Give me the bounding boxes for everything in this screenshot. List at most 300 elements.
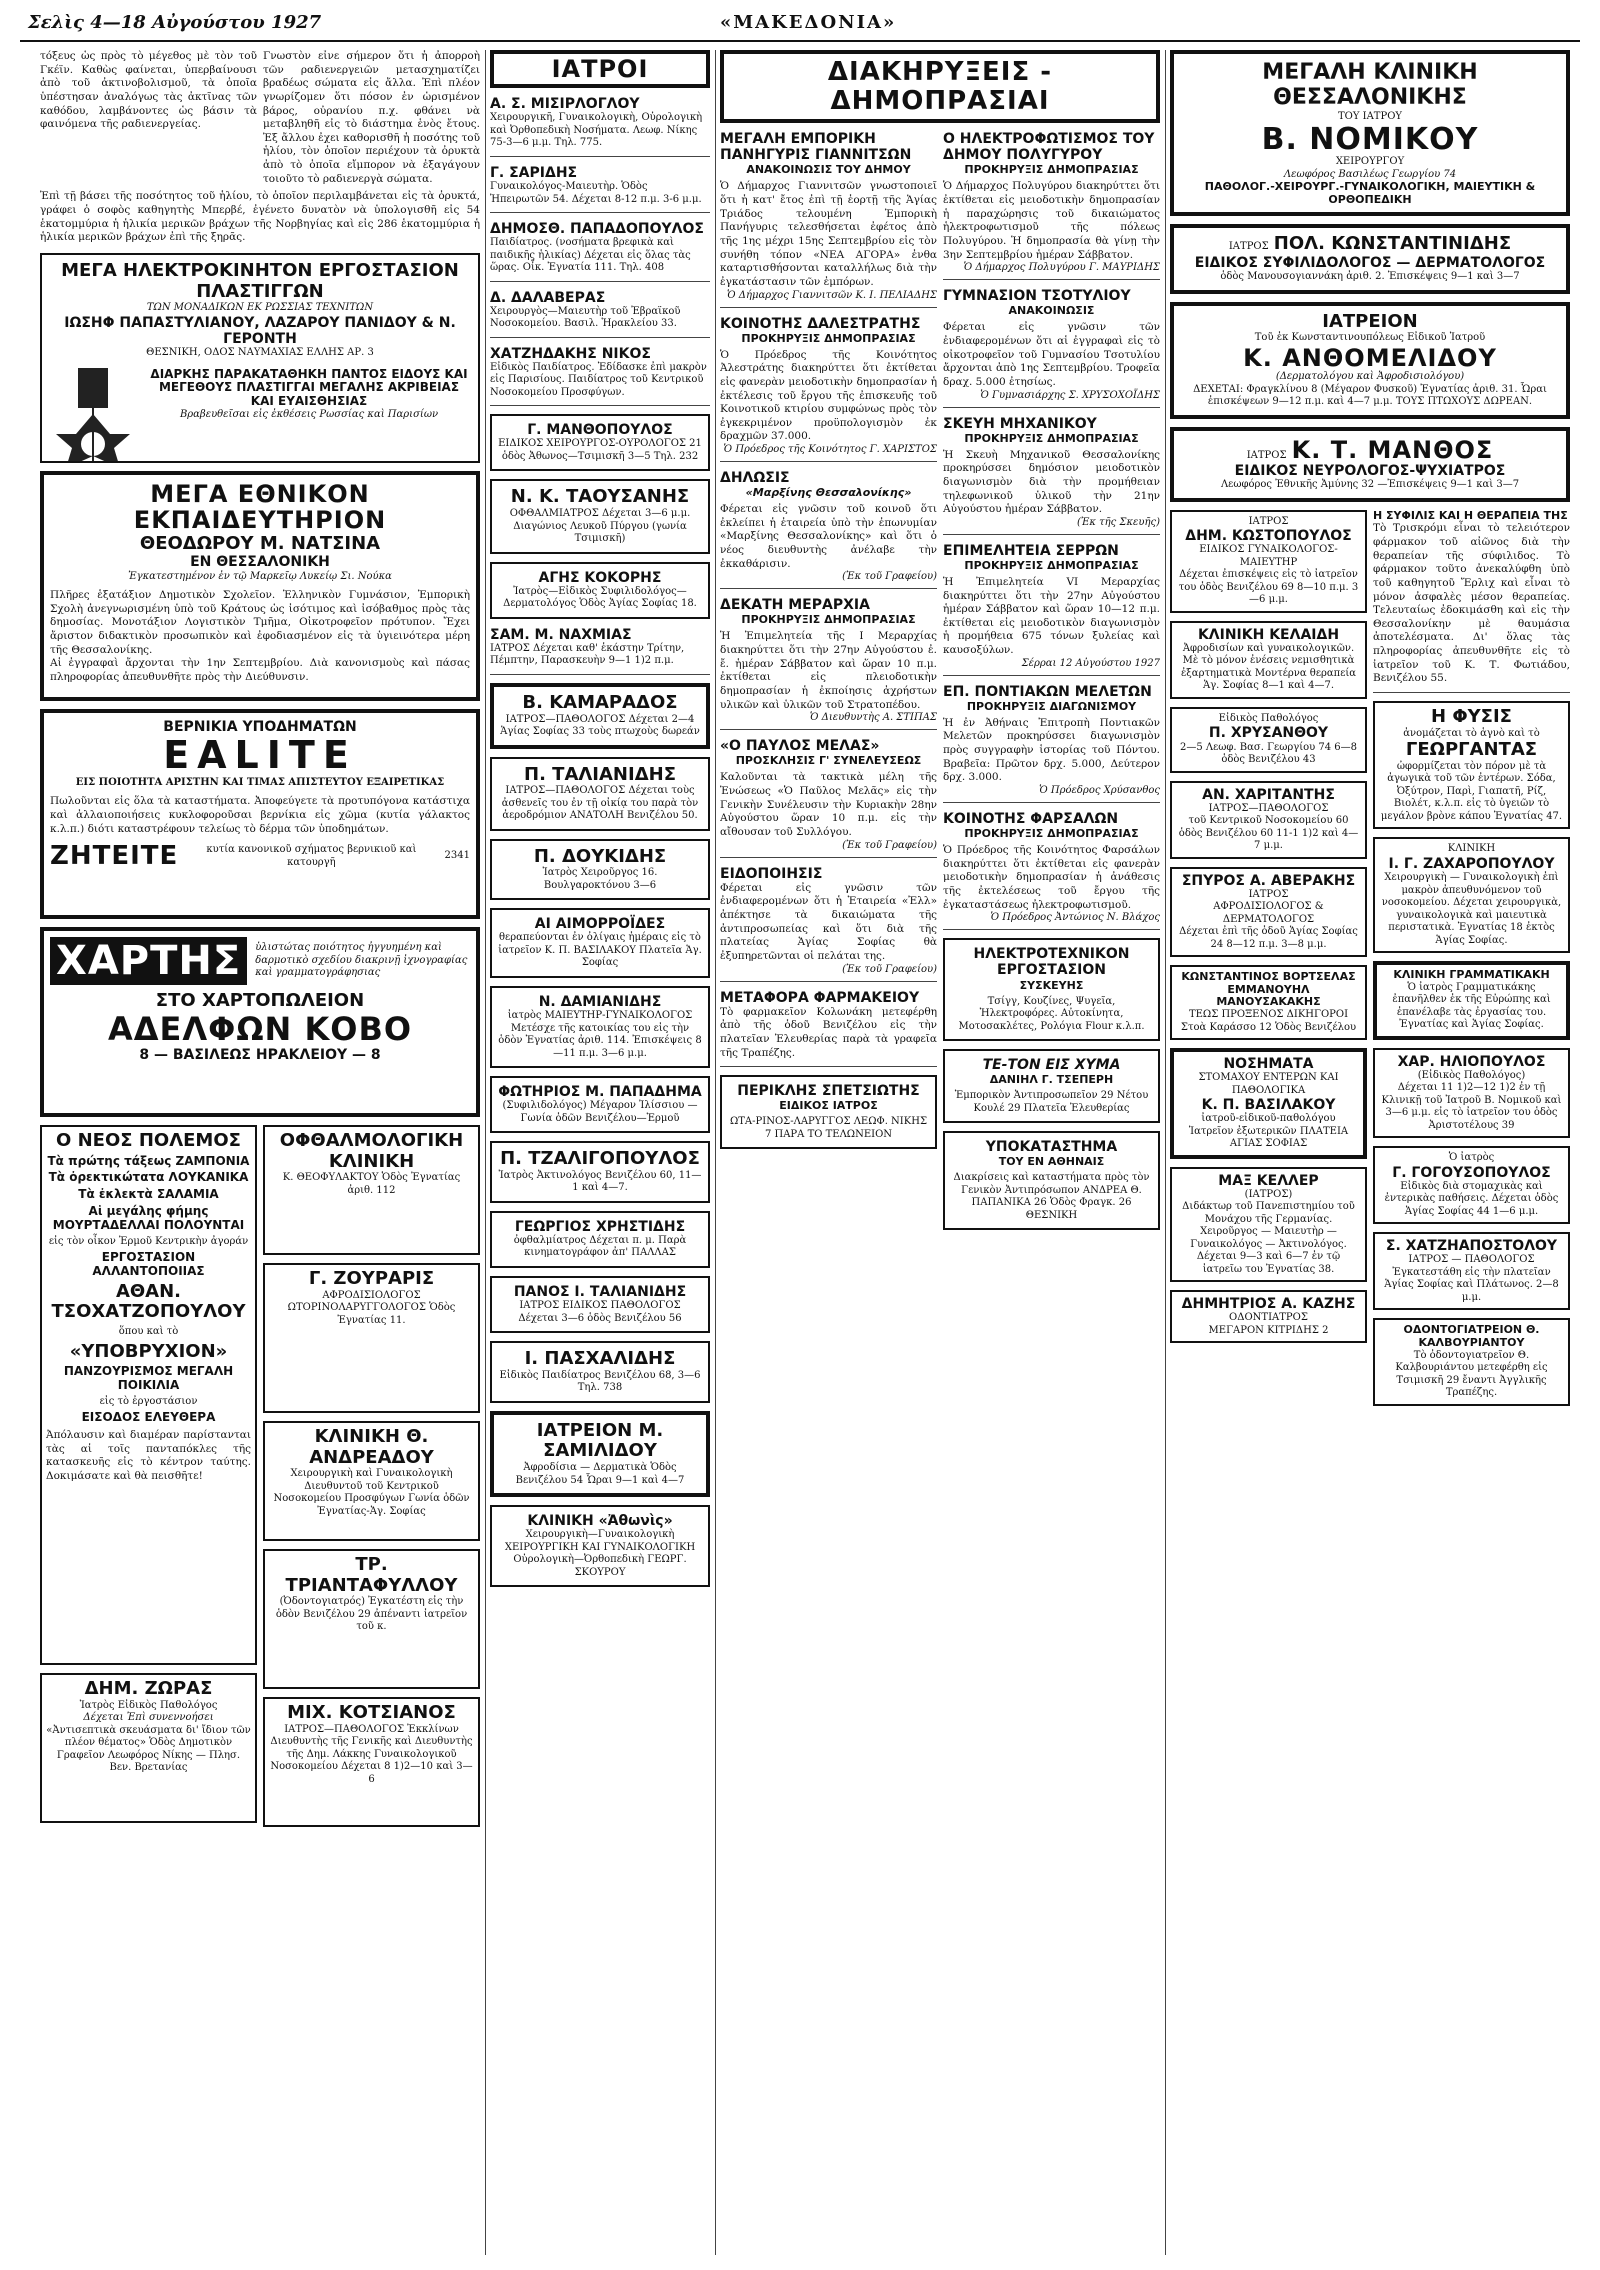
doctor-name: ΚΛΙΝΙΚΗ Θ. ΑΝΔΡΕΑΔΟΥ	[309, 1425, 434, 1468]
doctor-name: Π. ΤΖΑΛΙΓΟΠΟΥΛΟΣ	[500, 1148, 700, 1170]
doctor-name: Π. ΔΟΥΚΙΔΗΣ	[533, 845, 667, 867]
notice-title: ΓΥΜΝΑΣΙΟΝ ΤΣΟΤΥΛΙΟΥ	[943, 288, 1131, 305]
notice-text: Ὁ Δήμαρχος Γιαννιτσῶν γνωστοποιεῖ ὅτι ἡ κατ' ἔτος ἐπὶ τῇ ἑορτῇ τῆς Ἁγίας Τριάδος τελουμένη Ἐμπορικὴ Πανήγυρις τελεσθήσεται ἐφέτος ἀπὸ τῆς 1ης μέχρι 15ης Σεπτεμβρίου εἰς τὸν συνήθη τόπον «ΝΕΑ ΑΓΟΡΑ» ἐνθα καταρτισθήσονται καταλλήλως διὰ τὴν ἐγκατάστασιν τῶν ἐμπόρων.	[720, 180, 937, 288]
bernkia-cta-note: κυτία κανονικοῦ σχήματος βερνικιοῦ καὶ κατουργῆ	[206, 844, 417, 868]
notice-text: Ὁ Δήμαρχος Πολυγύρου διακηρύττει ὅτι ἐκτίθεται εἰς μειοδοτικὴν δημοπρασίαν ἡ παραχώρησις τοῦ δικαιώματος ἡλεκτροφωτισμοῦ τῆς πόλεως Πολυγύρου. Ἡ δημοπρασία θὰ γίνῃ τὴν 3ην Σεπτεμβρίου ἡμέραν Σάββατον.	[943, 180, 1160, 261]
doctor-text: ΕΙΔΙΚΟΣ ΧΕΙΡΟΥΡΓΟΣ-ΟΥΡΟΛΟΓΟΣ 21 ὁδὸς Ἀθωνος—Τσιμισκῆ 3—5 Τηλ. 232	[498, 438, 702, 462]
notice-title: ΜΕΤΑΦΟΡΑ ΦΑΡΜΑΚΕΙΟΥ	[720, 989, 920, 1006]
notice-title: ΣΚΕΥΗ ΜΗΧΑΝΙΚΟΥ	[943, 415, 1097, 432]
nos-body: ἰατροῦ-εἰδικοῦ-παθολόγου Ἰατρεῖον ἐξωτερικῶν ΠΛΑΤΕΙΑ ΑΓΙΑΣ ΣΟΦΙΑΣ	[1188, 1113, 1349, 1150]
notice-signature: Ὁ Πρόεδρος τῆς Κοινότητος Γ. ΧΑΡΙΣΤΟΣ	[723, 444, 937, 456]
clinic-name: Β. ΝΟΜΙΚΟΥ	[1261, 122, 1479, 158]
clinic-role: ΧΕΙΡΟΥΡΓΟΥ	[1335, 156, 1405, 168]
doctor-text: ΙΑΤΡΟΣ—ΠΑΘΟΛΟΓΟΣ Δέχεται 2—4 Ἁγίας Σοφίας 33 τοὺς πτωχοὺς δωρεάν	[500, 713, 700, 738]
doctor-name: Δ. ΔΑΛΑΒΕΡΑΣ	[490, 289, 606, 306]
notice-sub: ΕΙΔΙΚΟΣ ΙΑΤΡΟΣ	[779, 1099, 878, 1113]
paper-shop: ΣΤΟ ΧΑΡΤΟΠΩΛΕΙΟΝ	[155, 989, 365, 1011]
school-owner: ΘΕΟΔΩΡΟΥ Μ. ΝΑΤΣΙΝΑ	[139, 532, 381, 554]
charit-ad	[1170, 781, 1367, 859]
doctor-name: Γ. ΣΑΡΙΔΗΣ	[490, 164, 578, 181]
doctor-text: Χειρουργικὴ καὶ Γυναικολογικὴ Διευθυντοῦ τοῦ Κεντρικοῦ Νοσοκομείου Προσφύγων Γωνία ὁδῶν Ἐγνατίας-Ἁγ. Σοφίας	[273, 1468, 470, 1517]
doctor-text: ΑΦΡΟΔΙΣΙΟΛΟΓΟΣ ΩΤΟΡΙΝΟΛΑΡΥΓΓΟΛΟΓΟΣ Ὁδὸς Ἐγνατίας 11.	[287, 1289, 456, 1326]
notice	[720, 1075, 937, 1149]
notice-sub: ΠΡΟΚΗΡΥΞΙΣ ΔΗΜΟΠΡΑΣΙΑΣ	[964, 163, 1139, 177]
notice-text: Ἡ ἐν Ἀθήναις Ἐπιτροπὴ Ποντιακῶν Μελετῶν προκηρύσσει διαγωνισμὸν πρὸς συγγραφὴν ἱστορίας τοῦ Πόντου. Βραβεῖα: Πρῶτον δρχ. 5.000, Δεύτερον δρχ. 3.000.	[943, 716, 1160, 784]
notice-sub: ΠΡΟΚΗΡΥΞΙΣ ΔΗΜΟΠΡΑΣΙΑΣ	[741, 613, 916, 627]
war-line: Τὰ πρώτης τάξεως ΖΑΜΠΟΝΙΑ	[47, 1153, 250, 1168]
kaz-ad	[1373, 1318, 1570, 1405]
doctor-name: ΦΩΤΗΡΙΟΣ Μ. ΠΑΠΑΔΗΜΑ	[498, 1084, 702, 1101]
nos-name: Κ. Π. ΒΑΣΙΛΑΚΟΥ	[1201, 1097, 1336, 1114]
notice-signature: (Ἐκ τοῦ Γραφείου)	[842, 571, 937, 583]
doctor-name: ΔΗΜΟΣΘ. ΠΑΠΑΔΟΠΟΥΛΟΣ	[490, 221, 704, 238]
paper-address: 8 — ΒΑΣΙΛΕΩΣ ΗΡΑΚΛΕΙΟΥ — 8	[139, 1046, 381, 1063]
notice	[943, 811, 1160, 930]
gog-role: Ὁ ἰατρὸς	[1448, 1152, 1495, 1164]
bernkia-ref: 2341	[444, 850, 470, 862]
anth-title: ΙΑΤΡΕΙΟΝ	[1322, 310, 1418, 332]
doctor-listing	[490, 1076, 710, 1133]
bernkia-sub: ΕΙΣ ΠΟΙΟΤΗΤΑ ΑΡΙΣΤΗΝ ΚΑΙ ΤΙΜΑΣ ΑΠΙΣΤΕΥΤΟΥ ΕΞΑΙΡΕΤΙΚΑΣ	[75, 776, 445, 788]
kaz-body: Τὸ ὀδοντογιατρεῖον Θ. Καλβουριάντου μετεφέρθη εἰς Τσιμισκῆ 29 ἔναντι Ἀγγλικῆς Τραπέζης.	[1395, 1349, 1548, 1399]
doctor-name: Ν. Κ. ΤΑΟΥΣΑΝΗΣ	[510, 486, 690, 508]
notice-text: Ὁ Πρόεδρος τῆς Κοινότητος Ἀλεστράτης διακηρύττει ὅτι ἐκτίθεται εἰς φανερὰν μειοδοτικὴν δημοπρασίαν ἡ ἐκτέλεσις τοῦ ἔργου τῆς ἐπισκευῆς τοῦ Κοινοτικοῦ κτιρίου συμφώνως πρὸς τὸν ἐγκεκριμένον προϋπολογισμὸν ἐκ δραχμῶν 37.000.	[720, 348, 937, 443]
bernkia-ad	[40, 709, 480, 919]
doctor-name: Γ. ΖΟΥΡΑΡΙΣ	[308, 1267, 435, 1289]
clinic-specialties: ΠΑΘΟΛΟΓ.-ΧΕΙΡΟΥΡΓ.-ΓΥΝΑΙΚΟΛΟΓΙΚΗ, ΜΑΙΕΥΤΙΚΗ & ΟΡΘΟΠΕΔΙΚΗ	[1204, 180, 1536, 206]
notice-sub: ΠΡΟΚΗΡΥΞΙΣ ΔΗΜΟΠΡΑΣΙΑΣ	[741, 331, 916, 345]
vort-name: ΚΩΝΣΤΑΝΤΙΝΟΣ ΒΟΡΤΣΕΛΑΣ	[1181, 970, 1356, 984]
notice-sub: «Μαρξίνης Θεσσαλονίκης»	[745, 486, 912, 500]
ilio-body: Δέχεται 11 1)2—12 1)2 ἐν τῇ Κλινικῇ τοῦ Ἰατροῦ Β. Νομικοῦ καὶ 3—6 μ.μ. εἰς τὸ ἰατρεῖον του ὁδὸς Ἀριστοτέλους 39	[1381, 1082, 1562, 1131]
notice	[943, 416, 1160, 535]
kazis-role: ΟΔΟΝΤΙΑΤΡΟΣ	[1229, 1312, 1308, 1324]
doctor-listing	[490, 908, 710, 978]
doctor-text: Γυναικολόγος-Μαιευτὴρ. Ὁδὸς Ἠπειρωτῶν 54. Δέχεται 8-12 π.μ. 3-6 μ.μ.	[490, 181, 702, 205]
notice	[943, 543, 1160, 676]
gram-body: Ὁ ἰατρὸς Γραμματικάκης ἐπανῆλθεν ἐκ τῆς Εὐρώπης καὶ ἐπανέλαβε τὰς ἐργασίας του. Ἐγνατίας καὶ Ἁγίας Σοφίας.	[1392, 981, 1551, 1031]
column-1	[40, 50, 480, 2255]
kazis-name: ΔΗΜΗΤΡΙΟΣ Α. ΚΑΖΗΣ	[1181, 1296, 1356, 1313]
notice-signature: (Ἐκ τοῦ Γραφείου)	[842, 839, 937, 851]
notice	[943, 1131, 1160, 1230]
war-title: Ο ΝΕΟΣ ΠΟΛΕΜΟΣ	[56, 1129, 241, 1151]
zach-name: Ι. Γ. ΖΑΧΑΡΟΠΟΥΛΟΥ	[1388, 855, 1555, 872]
doctor-name: ΧΑΤΖΗΔΑΚΗΣ ΝΙΚΟΣ	[490, 345, 651, 362]
clinic-address: Λεωφόρος Βασιλέως Γεωργίου 74	[1283, 168, 1457, 180]
notice-text: Τσίγγ, Κουζίνες, Ψυγεῖα, Ἠλεκτροφόρες. Αὐτοκίνητα, Μοτοσακλέτες, Ρολόγια Flour κ.λ.π.	[958, 995, 1145, 1032]
chrys-address: 2—5 Λεωφ. Βασ. Γεωργίου 74 6—8 ὁδὸς Βενιζέλου 43	[1179, 741, 1358, 765]
notice	[720, 131, 937, 307]
notice-title: ΕΙΔΟΠΟΙΗΣΙΣ	[720, 865, 823, 882]
konst-spec: ΕΙΔΙΚΟΣ ΣΥΦΙΛΙΔΟΛΟΓΟΣ — ΔΕΡΜΑΤΟΛΟΓΟΣ	[1194, 255, 1546, 272]
doctor-name: ΚΛΙΝΙΚΗ «Ἀθωνὶς»	[527, 1513, 673, 1530]
doctor-listing	[490, 96, 710, 157]
school-note: Αἱ ἐγγραφαὶ ἄρχονται τὴν 1ην Σεπτεμβρίου. Διὰ κανονισμοὺς καὶ πάσας πληροφορίας ἀπευθυνθῆτε πρὸς τὴν Διεύθυνσιν.	[50, 657, 470, 683]
doctor-listing	[490, 627, 710, 675]
notice-text: Ἐμπορικὸν Ἀντιπροσωπεῖον 29 Νέτου Κουλέ 29 Πλατεῖα Ἐλευθερίας	[954, 1090, 1149, 1114]
notice-text: Ἡ Ἐπιμελητεία τῆς Ι Μεραρχίας διακηρύττει ὅτι τὴν 27ην Αὐγούστου ἐ. ἔ. ἡμέραν Σάββατον καὶ ὥραν 10 π.μ. ἐκτίθεται εἰς πλειοδοτικὴν δημοπρασίαν ἡ ἐκποίησις ἀχρήστων υλικῶν καὶ ὑλικῶν τοῦ Στρατοπέδου.	[720, 630, 937, 711]
bernkia-brand: EALITE	[163, 733, 357, 778]
factory-title: ΜΕΓΑ ΗΛΕΚΤΡΟΚΙΝΗΤΟΝ ΕΡΓΟΣΤΑΣΙΟΝ ΠΛΑΣΤΙΓΓΩΝ	[61, 259, 459, 302]
notice	[720, 597, 937, 730]
manth-role: ΙΑΤΡΟΣ	[1246, 449, 1287, 461]
doctor-listing	[490, 346, 710, 407]
notice-title: ΔΕΚΑΤΗ ΜΕΡΑΡΧΙΑ	[720, 597, 870, 614]
notice-text: Φέρεται εἰς γνῶσιν τοῦ κοινοῦ ὅτι ἐκλείπει ἡ ἐταιρεία ὑπὸ τὴν ἐπωνυμίαν «Μαρξίνης Θεσσαλονίκης» καὶ ὅτι ὁ νέος διευθυντὴς ἀνέλαβε τὴν ἐκκαθάρισιν.	[720, 503, 937, 570]
school-city: ΕΝ ΘΕΣΣΑΛΟΝΙΚΗ	[190, 554, 330, 571]
doctor-text: θεραπεύονται ἐν ὀλίγαις ἡμέραις εἰς τὸ ἰατρεῖον Κ. Π. ΒΑΣΙΛΑΚΟΥ Πλατεῖα Ἁγ. Σοφίας	[498, 932, 702, 969]
chatz-name: Σ. ΧΑΤΖΗΑΠΟΣΤΟΛΟΥ	[1385, 1238, 1558, 1255]
war-line: ὅπου καὶ τὸ	[118, 1326, 179, 1338]
notice	[943, 288, 1160, 407]
doctor-text: Ἰατρὸς—Εἰδικὸς Συφιλιδολόγος—Δερματολόγος Ὁδὸς Ἁγίας Σοφίας 18.	[503, 585, 697, 610]
clinic-ad	[1170, 50, 1570, 216]
doctor-name: ΑΓΗΣ ΚΟΚΟΡΗΣ	[538, 569, 662, 586]
kazis-ad	[1170, 1290, 1367, 1343]
notice-title: «Ο ΠΑΥΛΟΣ ΜΕΛΑΣ»	[720, 738, 880, 755]
notice-title: ΥΠΟΚΑΤΑΣΤΗΜΑ	[985, 1139, 1118, 1156]
aver-title: ΣΠΥΡΟΣ Α. ΑΒΕΡΑΚΗΣ	[1181, 872, 1356, 889]
notice	[720, 316, 937, 463]
zach-title: ΚΛΙΝΙΚΗ	[1447, 843, 1496, 855]
notice-text: Ἡ Σκευὴ Μηχανικοῦ Θεσσαλονίκης προκηρύσσει δημόσιον μειοδοτικὸν διαγωνισμὸν διὰ τὴν προμήθειαν τηλεφωνικοῦ ὑλικοῦ τὴν 21ην Αὐγούστου ἡμέραν Σάββατον.	[943, 448, 1160, 516]
doctor-listing	[490, 1341, 710, 1403]
bernkia-cta: ΖΗΤΕΙΤΕ	[50, 841, 179, 872]
doctor-text: (Ὀδοντογιατρός) Ἐγκατέστη εἰς τὴν ὁδὸν Βενιζέλου 29 ἀπέναντι ἰατρεῖον τοῦ κ.	[275, 1596, 468, 1633]
doctors-header	[490, 50, 710, 88]
zoras-title: ΔΗΜ. ΖΩΡΑΣ	[84, 1677, 213, 1699]
doctor-name: Ν. ΔΑΜΙΑΝΙΔΗΣ	[538, 993, 662, 1010]
keladi-title: ΚΛΙΝΙΚΗ ΚΕΛΑΙΔΗ	[1197, 626, 1340, 643]
zoras-body: «Ἀντισεπτικὰ σκευάσματα δι' ἴδιον τῶν πλέον θέματος» Ὁδὸς Δημοτικὸν Γραφεῖον Λεωφόρος Νίκης — Πλησ. Βεν. Βρετανίας	[46, 1724, 251, 1774]
doctor-name: ΠΑΝΟΣ Ι. ΤΑΛΙΑΝΙΔΗΣ	[513, 1283, 687, 1300]
notice-title: ΕΠΙΜΕΛΗΤΕΙΑ ΣΕΡΡΩΝ	[943, 542, 1119, 559]
konst-ad	[1170, 224, 1570, 293]
chatz-body: Ἐγκατεστάθη εἰς τὴν πλατεῖαν Ἁγίας Σοφίας καὶ Πλάτωνος. 2—8 μ.μ.	[1384, 1266, 1559, 1303]
school-ad	[40, 471, 480, 701]
doctor-name: ΣΑΜ. Μ. ΝΑΧΜΙΑΣ	[490, 626, 632, 643]
article-text: Γνωστὸν εἶνε σήμερον ὅτι ἡ ἀπορροὴ τῶν ραδιενεργειῶν μετασχηματίζει βραδέως σώματα εἰς ἄλλα. Ἐπὶ πλέον γνωρίζομεν ὅτι πόσον ἐν ὡρισμένον βάρος, οὐρανίου π.χ. φθάνει νὰ μεταβληθῆ εἰς τὸ διάστημα ἑνὸς ἔτους. Ἐξ ἄλλου ἐχει καθορισθῆ ἡ ποσότης τοῦ ἡλίου, τὸν ὁποῖον περιέχουν τὰ ὀρυκτὰ ἀπὸ τὸ ὁποῖα εἴμπορον νὰ ἐξαγάγουν τοιοῦτο τὸ ραδιενεργὰ σώματα.	[263, 50, 480, 185]
notice-sub: ΑΝΑΚΟΙΝΩΣΙΣ	[1008, 304, 1095, 318]
anth-sub: Τοῦ ἐκ Κωνσταντινουπόλεως Εἰδικοῦ Ἰατροῦ	[1254, 332, 1486, 344]
doctor-listing	[490, 839, 710, 901]
doctor-listing	[490, 562, 710, 619]
doctor-text: ἰατρὸς ΜΑΙΕΥΤΗΡ-ΓΥΝΑΙΚΟΛΟΓΟΣ Μετέσχε τῆς κατοικίας του εἰς τὴν ὁδὸν Ἐγνατίας ἀριθ. 114. Ἐπισκέψεις 8—11 π.μ. 3—6 μ.μ.	[498, 1010, 702, 1059]
doctor-name: Ι. ΠΑΣΧΑΛΙΔΗΣ	[524, 1348, 676, 1370]
physis-body: ὠφορμίζεται τὸν πόρον μὲ τὰ ἀγωγικὰ τοῦ τῶν ἐντέρων. Σόδα, Ὀξύτρον, Παρὶ, Γιαπατῆ, Ρίζ, Βιολέτ, κ.λ.π. εἰς τὸ ὑγειῶν τὸ μεγάλον βρὸνε κάπου Ἐγνατίας 47.	[1380, 760, 1563, 822]
doctor-listing	[490, 1276, 710, 1333]
doctor-name: ΟΦΘΑΛΜΟΛΟΓΙΚΗ ΚΛΙΝΙΚΗ	[279, 1129, 464, 1172]
anth-spec: (Δερματολόγου καὶ Ἀφροδισιολόγου)	[1275, 371, 1465, 383]
doctor-text: ὀφθαλμίατρος Δέχεται π. μ. Παρὰ κινηματογράφον ἀπ' ΠΑΛΛΑΣ	[513, 1234, 687, 1259]
doctor-ad	[263, 1697, 480, 1827]
gram-title: ΚΛΙΝΙΚΗ ΓΡΑΜΜΑΤΙΚΑΚΗ	[1393, 968, 1550, 982]
column-divider	[485, 50, 486, 2255]
gog-body: Εἰδικὸς διὰ στομαχικὰς καὶ ἐντερικὰς παθήσεις. Δέχεται ὁδὸς Ἁγίας Σοφίας 44 1—6 μ.μ.	[1384, 1180, 1559, 1217]
doctor-listing	[490, 683, 710, 749]
doctor-listing	[490, 1505, 710, 1587]
factory-names: ΙΩΣΗΦ ΠΑΠΑΣΤΥΛΙΑΝΟΥ, ΛΑΖΑΡΟΥ ΠΑΝΙΔΟΥ & Ν. ΓΕΡΟΝΤΗ	[64, 314, 456, 347]
notices-left	[720, 131, 937, 1238]
school-body: Πλῆρες ἑξατάξιον Δημοτικὸν Σχολεῖον. Ἑλληνικὸν Γυμνάσιον, Ἐμπορικὴ Σχολὴ ἀνεγνωρισμένη ὑπὸ τοῦ Κράτους ὡς ἰσότιμος καὶ ἰσόβαθμος πρὸς τὰς δημοσίας. Μονοτάξιον Λογιστικὸν Τμῆμα, Οἰκοτροφεῖον πρότυπον. Ἔχει ἄριστον διδακτικὸν προσωπικὸν καὶ ἐφοδιασμένον εἰς τὰ ὑγιεινότερα μέρη τῆς Θεσσαλονίκης.	[50, 589, 470, 656]
doctor-name: ΤΡ. ΤΡΙΑΝΤΑΦΥΛΛΟΥ	[285, 1553, 458, 1596]
bernkia-body: Πωλοῦνται εἰς ὅλα τὰ καταστήματα. Ἀποφεύγετε τὰ προτυπόγονα κατάστιχα καὶ ἀλλαιοποιήσεις κυκλοφοροῦσαι βερνίκια εἰς χῶμα (κυτία γάλακτος κ.λ.π.) διότι καταστρέφουν τελείως τὸ δέρμα τῶν ὑποδημάτων.	[50, 795, 470, 835]
notice-sub: ΔΑΝΙΗΛ Γ. ΤΣΕΠΕΡΗ	[989, 1073, 1114, 1087]
clinic-title: ΜΕΓΑΛΗ ΚΛΙΝΙΚΗ ΘΕΣΣΑΛΟΝΙΚΗΣ	[1262, 60, 1478, 111]
doctor-listing	[490, 290, 710, 338]
notice-sub: ΣΥΣΚΕΥΗΣ	[1019, 978, 1084, 992]
column-2	[490, 50, 710, 2255]
factory-address: ΘΕΣΝΙΚΗ, ΟΔΟΣ ΝΑΥΜΑΧΙΑΣ ΕΛΛΗΣ ΑΡ. 3	[146, 347, 374, 359]
notice-signature: Ὁ Πρόεδρος Χρύσανθος	[1039, 785, 1160, 797]
notices-header	[720, 50, 1160, 123]
war-line: ΠΑΝΖΟΥΡΙΣΜΟΣ ΜΕΓΑΛΗ ΠΟΙΚΙΛΙΑ	[63, 1364, 234, 1393]
konst-address: ὁδὸς Μανουσογιαννάκη ἀριθ. 2. Ἐπισκέψεις 9—1 καὶ 3—7	[1220, 271, 1520, 283]
masthead	[20, 6, 1580, 42]
notice-sub: ΠΡΟΚΗΡΥΞΙΣ ΔΗΜΟΠΡΑΣΙΑΣ	[964, 558, 1139, 572]
syph-title: Η ΣΥΦΙΛΙΣ ΚΑΙ Η ΘΕΡΑΠΕΙΑ ΤΗΣ	[1373, 508, 1568, 522]
nos-sub: ΣΤΟΜΑΧΟΥ ΕΝΤΕΡΩΝ ΚΑΙ ΠΑΘΟΛΟΓΙΚΑ	[1198, 1072, 1339, 1096]
doctor-text: ΟΦΘΑΛΜΙΑΤΡΟΣ Δέχεται 3—6 μ.μ. Διαγώνιος Λευκοῦ Πύργου (γωνία Τσιμισκῆ)	[509, 508, 691, 545]
doctor-name: ΑΙ ΑΙΜΟΡΡΟΪΔΕΣ	[534, 916, 666, 933]
war-line: εἰς τὸ ἐργοστάσιον	[99, 1395, 198, 1407]
notice-sub: ΠΡΟΚΗΡΥΞΙΣ ΔΗΜΟΠΡΑΣΙΑΣ	[964, 827, 1139, 841]
doctor-ad	[263, 1549, 480, 1689]
doctor-listing	[490, 757, 710, 831]
konst-role: ΙΑΤΡΟΣ	[1228, 241, 1269, 253]
manth-name: Κ. Τ. ΜΑΝΘΟΣ	[1291, 435, 1494, 464]
newspaper-title: «ΜΑΚΕΔΟΝΙΑ»	[720, 12, 897, 33]
factory-ad	[40, 253, 480, 463]
anth-name: Κ. ΑΝΘΟΜΕΛΙΔΟΥ	[1243, 343, 1497, 372]
war-ad	[40, 1125, 257, 1665]
doctor-text: Παιδίατρος. (νοσήματα βρεφικὰ καὶ παιδικῆς ἡλικίας) Δέχεται εἰς ὅλας τὰς ὥρας. Οἶκ. Ἐγνατία 111. Τηλ. 408	[490, 237, 691, 274]
doctor-listing	[490, 479, 710, 553]
aver-spec: ΑΦΡΟΔΙΣΙΟΛΟΓΟΣ & ΔΕΡΜΑΤΟΛΟΓΟΣ	[1213, 901, 1324, 925]
notice-text: Καλοῦνται τὰ τακτικὰ μέλη τῆς Ἑνώσεως «Ὁ Παῦλος Μελᾶς» εἰς τὴν Γενικὴν Συνέλευσιν τὴν Κυριακὴν 28ην Αὐγούστου ὥραν 10 π.μ. εἰς τὴν αἴθουσαν τοῦ Συλλόγου.	[720, 771, 937, 838]
war-line: Αἱ μεγάλης φήμης ΜΟΥΡΤΑΔΕΛΛΑΙ ΠΟΛΟΥΝΤΑΙ	[52, 1204, 245, 1232]
notice	[720, 990, 937, 1068]
notice-signature: Ὁ Διευθυντὴς Α. ΣΤΙΠΑΣ	[809, 712, 937, 724]
notice-title: ΚΟΙΝΟΤΗΣ ΔΑΛΕΣΤΡΑΤΗΣ	[720, 315, 921, 332]
notice-title: Ο ΗΛΕΚΤΡΟΦΩΤΙΣΜΟΣ ΤΟΥ ΔΗΜΟΥ ΠΟΛΥΓΥΡΟΥ	[943, 131, 1155, 164]
notice-text: Φέρεται εἰς γνῶσιν τῶν ἐνδιαφερομένων ὅτι ἡ Ἑταιρεία «Ἐλλ» ἀπέκτησε τὰ δικαιώματα τῆς ἀντιπροσωπείας καὶ ὅτι διὰ τῆς πλατείας Ἁγίας Σοφίας θὰ ἐξυπηρετῶνται οἱ πελάται της.	[720, 881, 937, 962]
chrys-name: Π. ΧΡΥΣΑΝΘΟΥ	[1208, 725, 1329, 742]
school-address: Ἐγκατεστημένον ἐν τῷ Μαρκεῖῳ Λυκείῳ Σι. Νούκα	[128, 570, 392, 582]
zoras-ad	[40, 1673, 257, 1823]
zoras-sub: Ἰατρὸς Εἰδικὸς Παθολόγος	[79, 1699, 218, 1711]
notice-title: ΠΕΡΙΚΛΗΣ ΣΠΕΤΣΙΩΤΗΣ	[737, 1083, 920, 1100]
keller-role: (ΙΑΤΡΟΣ)	[1244, 1188, 1293, 1200]
doctor-listing	[490, 1411, 710, 1497]
notice	[720, 866, 937, 982]
notice-signature: Ὁ Πρόεδρος Ἀντώνιος Ν. Βλάχος	[990, 912, 1160, 924]
war-line: Τὰ ἐκλεκτὰ ΣΑΛΑΜΙΑ	[78, 1187, 219, 1202]
kazis-address: ΜΕΓΑΡΟΝ ΚΙΤΡΙΔΗΣ 2	[1208, 1324, 1329, 1336]
chrys-role: Εἰδικὸς Παθολόγος	[1218, 712, 1319, 724]
physis-sub: ἀνομάζεται τὸ ἁγνὸ καὶ τὸ	[1403, 727, 1540, 739]
gram-ad	[1373, 961, 1570, 1040]
doctor-listing	[490, 221, 710, 282]
chatz-ad	[1373, 1232, 1570, 1310]
doctor-listing	[490, 414, 710, 471]
physis-name: ΓΕΩΡΓΑΝΤΑΣ	[1405, 739, 1538, 761]
gog-name: Γ. ΓΟΓΟΥΣΟΠΟΥΛΟΣ	[1392, 1164, 1551, 1181]
manth-address: Λεωφόρος Ἐθνικῆς Ἀμύνης 32 —Ἐπισκέψεις 9—1 καὶ 3—7	[1220, 479, 1520, 491]
war-line: ΕΙΣΟΔΟΣ ΕΛΕΥΘΕΡΑ	[81, 1410, 216, 1425]
war-line: Τὰ ὀρεκτικώτατα ΛΟΥΚΑΝΙΚΑ	[48, 1170, 249, 1185]
notices-right	[943, 131, 1160, 1238]
konst-name: ΠΟΛ. ΚΩΝΣΤΑΝΤΙΝΙΔΗΣ	[1273, 233, 1512, 255]
war-line: ΑΘΑΝ. ΤΣΟΧΑΤΖΟΠΟΥΛΟΥ	[51, 1280, 246, 1323]
notice	[720, 738, 937, 857]
notice-sub: ΠΡΟΚΗΡΥΞΙΣ ΔΗΜΟΠΡΑΣΙΑΣ	[964, 431, 1139, 445]
syph-body: Τὸ Τρισκρόμι εἶναι τὸ τελειότερον φάρμακον τοῦ αἰῶνος διὰ τὴν θεραπείαν τῆς σύφιλιδος. Τὸ φάρμακον τοῦτο ἀνεκαλύφθη ὑπὸ τοῦ καθηγητοῦ Ἔρλιχ καὶ εἶναι τὸ μόνον ἀσφαλὲς μέσον θεραπείας. Τελευταίως ἐδοκιμάσθη καὶ εἰς τὴν Θεσσαλονίκην μὲ θαυμάσια ἀποτελέσματα. Δι' ὅλας τὰς πληροφορίας ἀπευθυνθῆτε εἰς τὸ ἰατρεῖον τοῦ Κ. Τ. Φωτιάδου, Βενιζέλου 55.	[1373, 522, 1570, 685]
war-line: ΕΡΓΟΣΤΑΣΙΟΝ ΑΛΛΑΝΤΟΠΟΙΙΑΣ	[92, 1250, 205, 1278]
school-title: ΜΕΓΑ ΕΘΝΙΚΟΝ ΕΚΠΑΙΔΕΥΤΗΡΙΟΝ	[133, 479, 387, 535]
factory-body: ΔΙΑΡΚΗΣ ΠΑΡΑΚΑΤΑΘΗΚΗ ΠΑΝΤΟΣ ΕΙΔΟΥΣ ΚΑΙ ΜΕΓΕΘΟΥΣ ΠΛΑΣΤΙΓΓΑΙ ΜΕΓΑΛΗΣ ΑΚΡΙΒΕΙΑΣ ΚΑΙ ΕΥΑΙΣΘΗΣΙΑΣ	[150, 366, 468, 409]
keladi-body: Ἀφροδισίων καὶ γυναικολογικῶν. Μὲ τὸ μόνον ἐνέσεις νεμισθητικὰ ἐξαρτηματικὰ Μοντέρνα θεραπεία Ἁγ. Σοφίας 8—1 καὶ 4—7.	[1180, 642, 1357, 692]
anth-ad	[1170, 302, 1570, 419]
notice-sub: ΤΟΥ ΕΝ ΑΘΗΝΑΙΣ	[998, 1155, 1105, 1169]
notice-text: Φέρεται εἰς γνῶσιν τῶν ἐνδιαφερομένων ὅτι αἱ ἐγγραφαὶ εἰς τὸ οἰκοτροφεῖον τοῦ Γυμνασίου Τσοτυλίου ἄρχονται ἀπὸ 1ης Σεπτεμβρίου. Τροφεῖα δραχ. 5.000 ἐτησίως.	[943, 321, 1160, 388]
doctor-name: ΓΕΩΡΓΙΟΣ ΧΡΗΣΤΙΔΗΣ	[514, 1218, 686, 1235]
chrys-ad	[1170, 707, 1367, 773]
notice-text: ΩΤΑ-ΡΙΝΟΣ-ΛΑΡΥΓΓΟΣ ΛΕΩΦ. ΝΙΚΗΣ 7 ΠΑΡΑ ΤΟ ΤΕΛΩΝΕΙΟΝ	[729, 1116, 928, 1140]
doctor-text: Χειρουργικῆ, Γυναικολογικὴ, Οὐρολογικὴ καὶ Ὀρθοπεδικὴ Νοσήματα. Λεωφ. Νίκης 75-3—6 μ.μ. Τηλ. 775.	[490, 112, 703, 149]
zoras-note: Δέχεται Ἐπὶ συνεννοήσει	[83, 1712, 214, 1724]
doctor-name: Γ. ΜΑΝΘΟΠΟΥΛΟΣ	[527, 422, 673, 439]
paper-ad	[40, 927, 480, 1117]
notice	[720, 470, 937, 589]
notice-sub: ΠΡΟΣΚΛΗΣΙΣ Γ' ΣΥΝΕΛΕΥΣΕΩΣ	[735, 754, 922, 768]
column-3	[720, 50, 1160, 2255]
war-line: «ΥΠΟΒΡΥΧΙΟΝ»	[69, 1340, 228, 1362]
notice-signature: Ὁ Γυμνασιάρχης Σ. ΧΡΥΣΟΧΟΪΔΗΣ	[980, 389, 1160, 401]
charit-name: ΑΝ. ΧΑΡΙΤΑΝΤΗΣ	[1202, 786, 1335, 803]
notice	[943, 131, 1160, 280]
chatz-role: ΙΑΤΡΟΣ — ΠΑΘΟΛΟΓΟΣ	[1408, 1254, 1535, 1266]
anth-body: ΔΕΧΕΤΑΙ: Φραγκλίνου 8 (Μέγαρον Φυσκοῦ) Ἐγνατίας ἀριθ. 31. Ὧραι ἐπισκέψεων 9—12 π.μ. καὶ 4—7 μ.μ. ΤΟΥΣ ΠΤΩΧΟΥΣ ΔΩΡΕΑΝ.	[1193, 383, 1547, 408]
doctor-name: ΙΑΤΡΕΙΟΝ Μ. ΣΑΜΙΛΙΔΟΥ	[536, 1419, 664, 1462]
kaz-title: ΟΔΟΝΤΟΓΙΑΤΡΕΙΟΝ Θ. ΚΑΛΒΟΥΡΙΑΝΤΟΥ	[1403, 1323, 1540, 1350]
notice-sub: ΠΡΟΚΗΡΥΞΙΣ ΔΙΑΓΩΝΙΣΜΟΥ	[966, 699, 1137, 713]
column-4	[1170, 50, 1570, 2255]
doctor-ad	[263, 1125, 480, 1255]
vort-ad	[1170, 965, 1367, 1040]
notice	[943, 938, 1160, 1041]
physis-title: Η ΦΥΣΙΣ	[1431, 706, 1512, 728]
keller-body: Διδάκτωρ τοῦ Πανεπιστημίου τοῦ Μονάχου τῆς Γερμανίας. Χειροῦργος — Μαιευτὴρ — Γυναικολόγος — Ἀκτινολόγος. Δέχεται 9—3 καὶ 6—7 ἐν τῷ ἰατρεῖω του Ἐγνατίας 38.	[1182, 1201, 1355, 1275]
keller-name: ΜΑΞ ΚΕΛΛΕΡ	[1218, 1172, 1319, 1189]
physis-ad	[1373, 701, 1570, 829]
ilio-spec: (Εἰδικὸς Παθολόγος)	[1417, 1069, 1526, 1081]
zach-body: Χειρουργικὴ — Γυναικολογικὴ ἐπὶ μακρὸν ἀπευθυνόμενον τοῦ νοσοκομείου. Δέχεται χειρουργικὰ, γυναικολογικὰ καὶ μαιευτικὰ περιστατικὰ. Ἐγνατίας 18 ἐκτὸς Ἁγίας Σοφίας.	[1381, 872, 1562, 946]
notice-signature: Σέρραι 12 Αὐγούστου 1927	[1021, 657, 1160, 669]
doctor-text: Ἰατρὸς Ἀκτινολόγος Βενιζέλου 60, 11—1 καὶ 4—7.	[498, 1169, 702, 1194]
notice-text: Ἡ Ἐπιμελητεία VI Μεραρχίας διακηρύττει ὅτι τὴν 27ην Αὐγούστου ἡμέραν Σάββατον καὶ ὥραν 10—12 π.μ. ἐκτίθεται εἰς μειοδοτικὸν διαγωνισμὸν ἡ προμήθεια 675 τόνων ξυλείας καὶ καυσοξύλων.	[943, 575, 1160, 657]
war-note: Ἀπόλαυσιν καὶ διαμέραν παρίστανται τὰς αἱ τοῖς πανταπόκλες τῆς κατασκευῆς εἰς τὸ κέντρον ταύτης. Δοκιμάσατε καὶ θὰ πεισθῆτε!	[46, 1429, 251, 1483]
notice	[943, 684, 1160, 803]
paper-title: ΧΑΡΤΗΣ	[50, 937, 247, 985]
notice-text: Τὸ φαρμακεῖον Κολωνάκη μετεφέρθη ἀπὸ τῆς ὁδοῦ Βενιζέλου εἰς τὴν πλατεῖαν Ἐλευθερίας παρὰ τὰ γραφεῖα τῆς Τραπέζης.	[720, 1005, 937, 1059]
notice-title: ΚΟΙΝΟΤΗΣ ΦΑΡΣΑΛΩΝ	[943, 811, 1119, 828]
doctor-ad	[263, 1263, 480, 1413]
notice-title: ΗΛΕΚΤΡΟΤΕΧΝΙΚΟΝ ΕΡΓΟΣΤΑΣΙΟΝ	[973, 946, 1130, 979]
paper-brand: ΑΔΕΛΦΩΝ ΚΟΒΟ	[107, 1009, 413, 1048]
doctor-name: Π. ΤΑΛΙΑΝΙΔΗΣ	[524, 763, 676, 785]
bernkia-title: ΒΕΡΝΙΚΙΑ ΥΠΟΔΗΜΑΤΩΝ	[163, 718, 357, 735]
article-text: Ἐπὶ τῇ βάσει τῆς ποσότητος τοῦ ἡλίου, τὸ ὁποῖον περιλαμβάνεται εἰς τὰ ὀρυκτά, γράφει ὁ σοφὸς καθηγητὴς Μπερβέ, ἐγένετο δυνατὸν νὰ ὑπολογισθῆ εἰς 54 ἑκατομμύρια ἡ ἡλικία μερικῶν βράχων τῆς Νορβηγίας καὶ εἰς 286 ἑκατομμύρια ἡ ἡλικία μερικῶν βράχων ἐπὶ τῆς ξηρᾶς.	[40, 190, 480, 244]
vort-name2: ΕΜΜΑΝΟΥΗΛ ΜΑΝΟΥΣΑΚΑΚΗΣ	[1216, 982, 1321, 1009]
nos-title: ΝΟΣΗΜΑΤΑ	[1223, 1056, 1314, 1073]
kost-spec: ΕΙΔΙΚΟΣ ΓΥΝΑΙΚΟΛΟΓΟΣ-ΜΑΙΕΥΤΗΡ	[1199, 544, 1338, 568]
doctor-text: ΙΑΤΡΟΣ ΕΙΔΙΚΟΣ ΠΑΘΟΛΟΓΟΣ Δέχεται 3—6 ὁδὸς Βενιζέλου 56	[518, 1300, 682, 1324]
zach-ad	[1373, 837, 1570, 953]
doctor-text: Χειρουργικὴ—Γυναικολογικὴ ΧΕΙΡΟΥΡΓΙΚΗ ΚΑΙ ΓΥΝΑΙΚΟΛΟΓΙΚΗ Οὐρολογικὴ—Ὀρθοπεδικὴ ΓΕΩΡΓ. ΣΚΟΥΡΟΥ	[504, 1529, 696, 1578]
gog-ad	[1373, 1146, 1570, 1224]
notice-sub: ΑΝΑΚΟΙΝΩΣΙΣ ΤΟΥ ΔΗΜΟΥ	[746, 163, 911, 177]
column-divider	[715, 50, 716, 2255]
syph-article	[1373, 510, 1570, 693]
doctor-listing	[490, 1141, 710, 1203]
notice-title: ΤΕ-ΤΟΝ ΕΙΣ ΧΥΜΑ	[982, 1057, 1121, 1074]
doctor-text: Εἰδικὸς Παιδίατρος. Ἐδίδασκε ἐπὶ μακρὸν εἰς Παρισίους. Παιδίατρος τοῦ Κεντρικοῦ Νοσοκομείου Προσφύγων.	[490, 361, 707, 398]
clinic-sub: ΤΟΥ ΙΑΤΡΟΥ	[1337, 110, 1403, 122]
doctor-name: Α. Σ. ΜΙΣΙΡΛΟΓΛΟΥ	[490, 96, 640, 113]
notice	[943, 1049, 1160, 1123]
aver-body: Δέχεται ἐπὶ τῆς ὁδοῦ Ἁγίας Σοφίας 24 8—12 π.μ. 3—8 μ.μ.	[1179, 926, 1358, 950]
doctor-ad	[263, 1421, 480, 1541]
doctor-text: ΙΑΤΡΟΣ Δέχεται καθ' ἑκάστην Τρίτην, Πέμπτην, Παρασκευὴν 9—1 1)2 π.μ.	[490, 642, 685, 667]
paper-body: ὑλιστώτας ποιότητος ἠγγυημένη καὶ δαρμοτικὸ σχεδίου διακρινῇ ἰχνογραφίας καὶ γραμματογράφησιας	[255, 942, 468, 979]
charit-spec: ΙΑΤΡΟΣ—ΠΑΘΟΛΟΓΟΣ	[1208, 802, 1329, 814]
doctor-text: Χειρουργὸς—Μαιευτὴρ τοῦ Ἐβραϊκοῦ Νοσοκομείου. Βασιλ. Ἡρακλείου 33.	[490, 305, 681, 330]
notice-title: ΔΗΛΩΣΙΣ	[720, 470, 790, 487]
column-divider	[1165, 50, 1166, 2255]
factory-note: Βραβευθεῖσαι εἰς ἐκθέσεις Ρωσσίας καὶ Παρισίων	[179, 408, 439, 420]
notice-title: ΕΠ. ΠΟΝΤΙΑΚΩΝ ΜΕΛΕΤΩΝ	[943, 683, 1152, 700]
ilio-ad	[1373, 1048, 1570, 1139]
medal-icon	[48, 364, 138, 463]
kost-role: ΙΑΤΡΟΣ	[1248, 515, 1289, 527]
nos-ad	[1170, 1048, 1367, 1159]
keller-ad	[1170, 1167, 1367, 1283]
aver-ad	[1170, 867, 1367, 958]
notices-header-title: ΔΙΑΚΗΡΥΞΕΙΣ - ΔΗΜΟΠΡΑΣΙΑΙ	[827, 57, 1053, 116]
notice-signature: (Ἐκ τοῦ Γραφείου)	[842, 963, 937, 975]
doctors-header-title: ΙΑΤΡΟΙ	[551, 55, 649, 83]
war-line: εἰς τὸν οἶκον Ἐρμοῦ Κεντρικὴν ἀγοράν	[48, 1235, 249, 1247]
doctor-name: Β. ΚΑΜΑΡΑΔΟΣ	[522, 691, 678, 713]
page-date: Σελὶς 4—18 Αὐγούστου 1927	[28, 12, 322, 33]
vort-address: Στοὰ Καράσσο 12 Ὁδὸς Βενιζέλου	[1180, 1021, 1357, 1033]
manth-spec: ΕΙΔΙΚΟΣ ΝΕΥΡΟΛΟΓΟΣ-ΨΥΧΙΑΤΡΟΣ	[1234, 463, 1506, 480]
kost-name: ΔΗΜ. ΚΩΣΤΟΠΟΥΛΟΣ	[1185, 528, 1352, 545]
ilio-name: ΧΑΡ. ΗΛΙΟΠΟΥΛΟΣ	[1397, 1053, 1546, 1070]
doctor-text: Ἰατρὸς Χειροῦργος 16. Βουλγαροκτόνου 3—6	[542, 867, 658, 891]
notice-signature: Ὁ Δήμαρχος Γιαννιτσῶν Κ. Ι. ΠΕΛΙΑΔΗΣ	[727, 289, 937, 301]
charit-body: τοῦ Κεντρικοῦ Νοσοκομείου 60 ὁδὸς Βενιζέλου 60 11-1 1)2 καὶ 4—7 μ.μ.	[1178, 815, 1359, 852]
doctor-text: ΙΑΤΡΟΣ—ΠΑΘΟΛΟΓΟΣ Δέχεται τοὺς ἀσθενεῖς του ἐν τῇ οἰκίᾳ του παρὰ τὸν ἀεροδρόμιον ΑΝΑΤΟΛΗ Βενιζέλου 50.	[501, 785, 699, 822]
notice-text: Διακρίσεις καὶ καταστήματα πρὸς τὸν Γενικὸν Ἀντιπρόσωπον ΑΝΔΡΕΑ Θ. ΠΑΠΑΝΙΚΑ 26 Ὁδὸς Φραγκ. 26 ΘΕΣΝΙΚΗ	[953, 1172, 1150, 1221]
kost-body: Δέχεται ἐπισκέψεις εἰς τὸ ἰατρεῖον του ὁδὸς Βενιζέλου 69 8—10 π.μ. 3—6 μ.μ.	[1178, 569, 1359, 606]
notice-title: ΜΕΓΑΛΗ ΕΜΠΟΡΙΚΗ ΠΑΝΗΓΥΡΙΣ ΓΙΑΝΝΙΤΣΩΝ	[720, 131, 912, 164]
aver-role: ΙΑΤΡΟΣ	[1248, 888, 1289, 900]
doctor-text: Ἀφροδίσια — Δερματικὰ Ὁδὸς Βενιζέλου 54 Ὧραι 9—1 καὶ 4—7	[515, 1462, 685, 1486]
article-text: τόξευς ὡς πρὸς τὸ μέγεθος μὲ τὸν τοῦ Γκέϊν. Καθὼς φαίνεται, ὑπερβαίνουσι ἀπὸ τοῦ ἀκτινοβολισμοῦ, τὰ ὁποῖα ὑπέστησαν ἀναλόγως τὰς ἀκτῖνας τῶν καθόδου, λαμβάνοντες ὡς βάσιν τὰ φαινόμενα τῆς ραδιενεργείας.	[40, 50, 257, 131]
